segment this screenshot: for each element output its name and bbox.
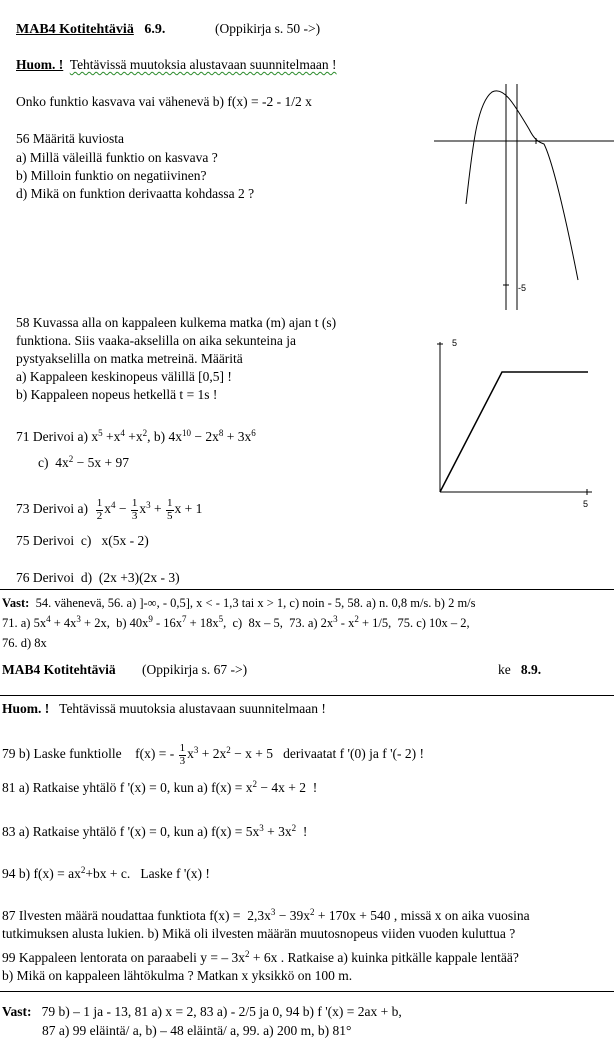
week2-answers-1: [2, 1005, 402, 1020]
task-99-line2: b) Mikä on kappaleen lähtökulma ? Matkan x yksikkö on 100 m.: [2, 968, 353, 983]
task-54-text: Onko funktio kasvava vai vähenevä b) f(x) = -2 - 1/2 x: [16, 94, 312, 109]
week2-header-date-line: [498, 663, 541, 678]
task-81: 81 a) Ratkaise yhtälö f '(x) = 0, kun a) $f(x) = x^2 - 4x + 2$ !: [2, 779, 318, 795]
task-76-expr: (2x +3)(2x - 3): [98, 570, 180, 585]
week1-answers-1: [2, 597, 476, 611]
task-75: [16, 534, 149, 549]
task-71-c: c): [38, 455, 49, 470]
task-75-expr: x(5x - 2): [101, 533, 149, 548]
week1-answers-line1: 54. vähenevä, 56. a) ]-∞, - 0,5], x < - 1,3 tai x > 1, c) noin - 5, 58. a) n. 0,8 m/s. b) 2 m/s: [35, 596, 476, 610]
week1-header: [16, 22, 165, 37]
task-79-prefix: 79 b) Laske funktiolle: [2, 746, 122, 762]
task-76-label: 76 Derivoi: [16, 570, 75, 585]
task-87-line2: tutkimuksen alusta lukien. b) Mikä oli ilvesten määrän muutosnopeus viiden vuoden kuluttua ?: [2, 926, 516, 941]
graph-56-curve: [466, 91, 578, 280]
task-75-label: 75 Derivoi: [16, 533, 75, 548]
task-87: 87 Ilvesten määrä noudattaa funktiota $f(x) = 2,3x^3 - 39x^2 + 170x + 540$ , missä x on aika vuosina: [2, 907, 530, 923]
task-58-a: a) Kappaleen keskinopeus välillä [0,5] !: [16, 369, 232, 384]
week1-answers-3: 76. d) 8x: [2, 636, 47, 650]
task-73-a: a): [77, 501, 88, 517]
week2-answers-line1: 79 b) – 1 ja - 13, 81 a) x = 2, 83 a) - 2/5 ja 0, 94 b) f '(x) = 2ax + b,: [41, 1004, 402, 1019]
week1-note-text: Tehtävissä muutoksia alustavaan suunnitelmaan !: [69, 57, 337, 72]
week1-answers-label: Vast:: [2, 596, 30, 610]
week1-note: [16, 58, 337, 73]
week2-note: [2, 702, 326, 717]
week1-answers-2: 71. a) $5x^4 + 4x^3 + 2x$, b) $40x^9 - 16x^7 + 18x^5$, c) 8x – 5, 73. a) $2x^3 - x^2 + 1/5$, 75. c) 10x – 2,: [2, 614, 470, 630]
task-71-c-line: c) $4x^2 - 5x + 97$: [38, 454, 129, 470]
task-56-d: d) Mikä on funktion derivaatta kohdassa 2 ?: [16, 186, 255, 201]
week1-header-date: 6.9.: [144, 22, 166, 37]
week2-answers-label: Vast:: [2, 1004, 32, 1019]
task-56-title: 56 Määritä kuviosta: [16, 131, 124, 146]
task-71-label: 71 Derivoi: [16, 429, 75, 444]
week2-note-label: Huom. !: [2, 701, 50, 716]
task-76-d: d): [80, 570, 93, 585]
task-58-b: b) Kappaleen nopeus hetkellä t = 1s !: [16, 387, 218, 402]
week2-note-text: Tehtävissä muutoksia alustavaan suunnitelmaan !: [59, 701, 326, 716]
task-99: 99 Kappaleen lentorata on paraabeli y = – $3x^2 + 6x$ . Ratkaise a) kuinka pitkälle kappale lentää?: [2, 949, 519, 965]
week2-bottom-rule: [0, 991, 614, 992]
week2-top-rule: [0, 695, 614, 696]
task-87-prefix: 87 Ilvesten määrä noudattaa funktiota f(x) =: [2, 908, 241, 923]
task-73: 73 Derivoi a) $\frac{1}{2}$ $x^4$ − $\frac{1}{3}$ $x^3$ + $\frac{1}{5}$ x + 1: [16, 497, 203, 522]
task-99-suffix: . Ratkaise a) kuinka pitkälle kappale lentää?: [280, 950, 519, 965]
graph-58: [420, 332, 600, 520]
week1-header-ref: (Oppikirja s. 50 ->): [215, 21, 321, 36]
task-71: 71 Derivoi a) $x^5 +x^4 +x^2$, b) $4x^{10} - 2x^8 + 3x^6$: [16, 428, 256, 444]
task-81-prefix: 81 a) Ratkaise yhtälö f '(x) = 0, kun a) f(x) =: [2, 780, 243, 795]
task-75-c: c): [80, 533, 92, 548]
week2-answers-2: 87 a) 99 eläintä/ a, b) – 48 eläintä/ a, 99. a) 200 m, b) 81°: [42, 1023, 352, 1038]
week1-note-label: Huom. !: [16, 57, 64, 72]
task-56-b: b) Milloin funktio on negatiivinen?: [16, 168, 207, 183]
task-71-b: , b): [147, 429, 166, 444]
task-76: [16, 571, 180, 586]
task-56-a: a) Millä väleillä funktio on kasvava ?: [16, 150, 218, 165]
graph-58-line: [440, 372, 588, 492]
graph-58-y-label: 5: [452, 338, 458, 348]
week2-header-day: ke: [498, 662, 511, 677]
task-58-line1: 58 Kuvassa alla on kappaleen kulkema matka (m) ajan t (s): [16, 315, 337, 330]
task-79-suffix: derivaatat f '(0) ja f '(- 2) !: [283, 746, 424, 762]
task-94: 94 b) $f(x) = ax^2+bx + c$. Laske f '(x) !: [2, 865, 210, 881]
graph-58-x-label: 5: [583, 499, 589, 509]
week2-header-date: 8.9.: [520, 662, 542, 677]
task-58-line3: pystyakselilla on matka metreinä. Määritä: [16, 351, 243, 366]
task-58-line2: funktiona. Siis vaaka-akselilla on aika sekunteina ja: [16, 333, 297, 348]
task-54: [16, 95, 312, 110]
task-83-prefix: 83 a) Ratkaise yhtälö f '(x) = 0, kun a) f(x) =: [2, 824, 243, 839]
week2-header-prefix: MAB4 Kotitehtäviä: [2, 662, 116, 677]
graph-56-y-label: -5: [518, 283, 527, 293]
task-99-prefix: 99 Kappaleen lentorata on paraabeli y =: [2, 950, 219, 965]
task-94-prefix: 94 b) f(x) =: [2, 866, 65, 881]
week2-header-ref: (Oppikirja s. 67 ->): [142, 662, 248, 677]
task-73-label: 73 Derivoi: [16, 501, 75, 517]
task-79: 79 b) Laske funktiolle f(x) = - $\frac{1}{3}$ $x^3 + 2x^2 - x + 5$ derivaatat f '(0) ja f '(- 2) !: [2, 742, 424, 767]
divider: [0, 589, 614, 590]
task-71-a: a): [77, 429, 88, 444]
task-83: 83 a) Ratkaise yhtälö f '(x) = 0, kun a) $f(x) = 5x^3 + 3x^2$ !: [2, 823, 308, 839]
task-87-suffix: , missä x on aika vuosina: [393, 908, 530, 923]
graph-56: [434, 84, 614, 310]
week1-header-prefix: MAB4 Kotitehtäviä: [16, 22, 134, 37]
task-94-suffix: Laske f '(x) !: [140, 866, 210, 881]
